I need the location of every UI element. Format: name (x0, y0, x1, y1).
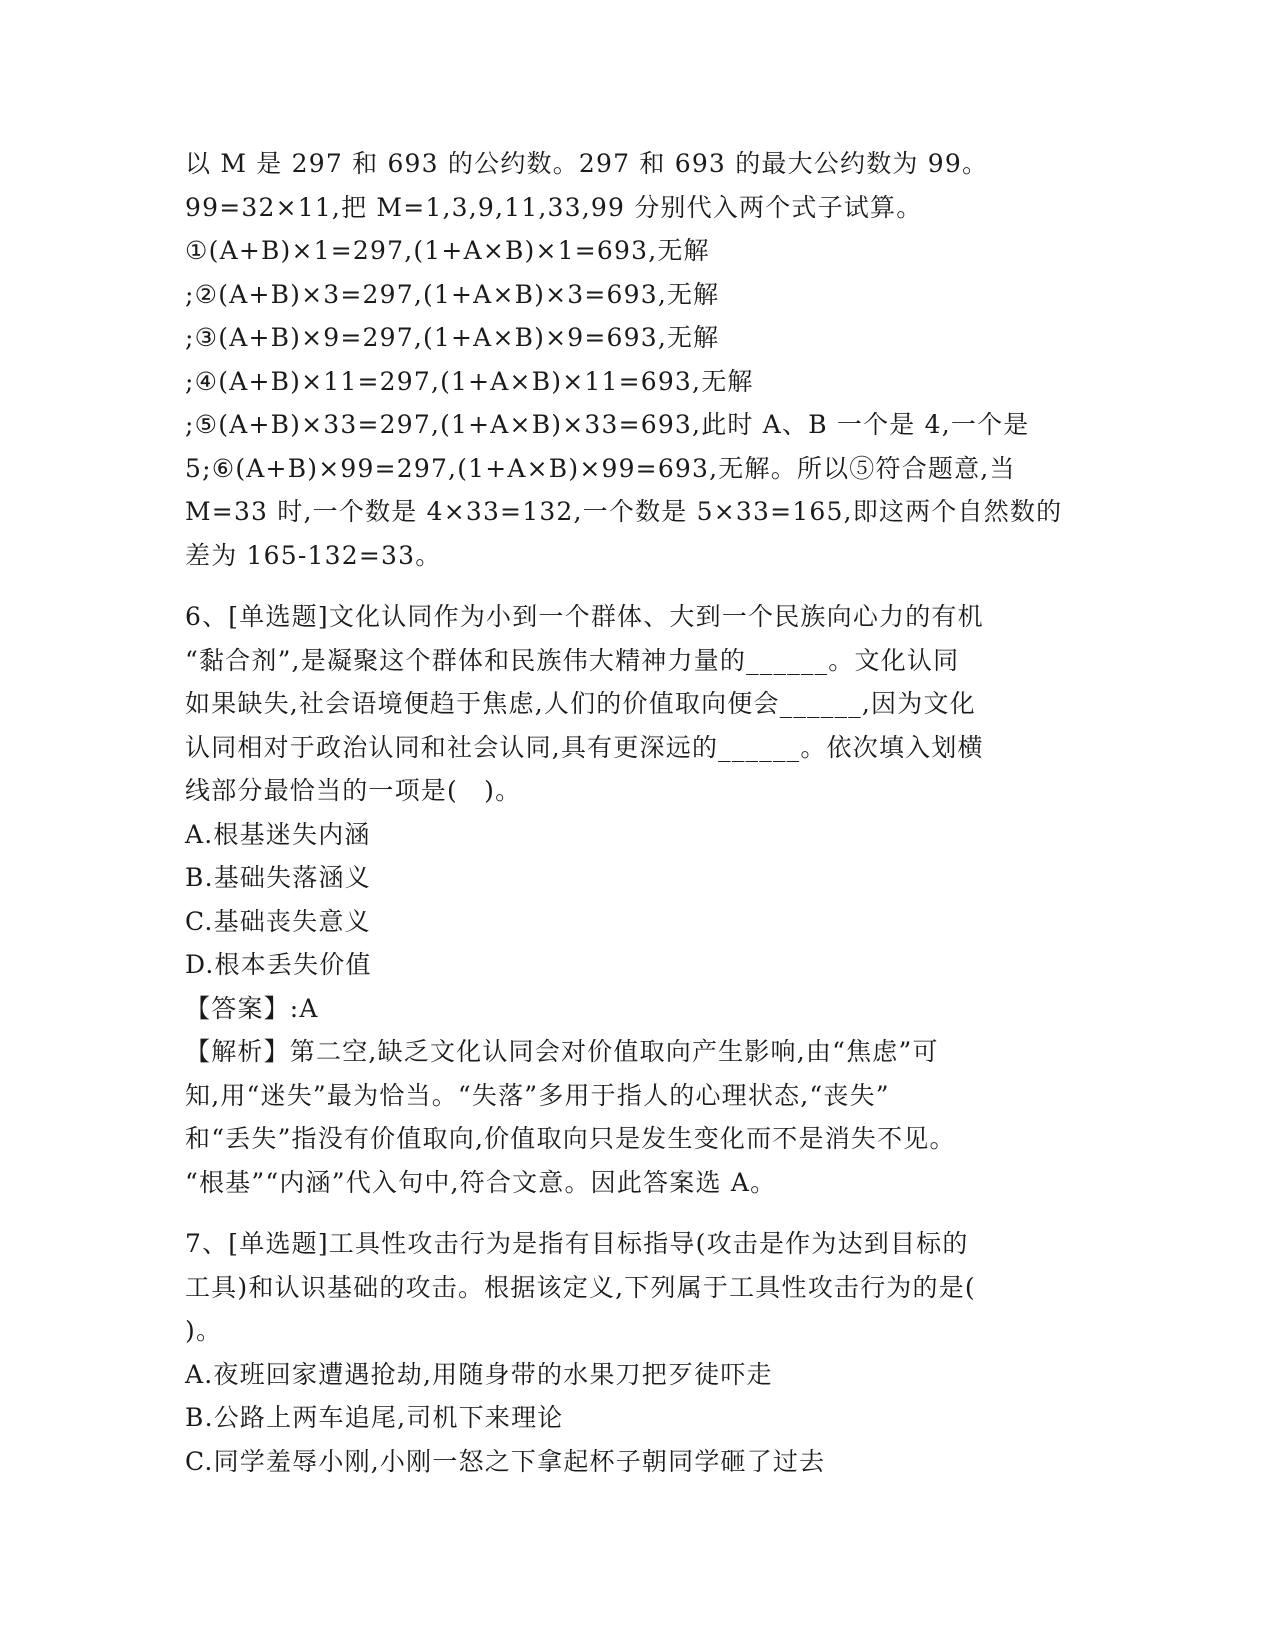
stem-line: 7、[单选题]工具性攻击行为是指有目标指导(攻击是作为达到目标的 (185, 1229, 969, 1258)
option-a: A.夜班回家遭遇抢劫,用随身带的水果刀把歹徒吓走 (185, 1359, 773, 1389)
stem-line: 认同相对于政治认同和社会认同,具有更深远的______。依次填入划横 (185, 732, 984, 762)
question-6 (185, 595, 1085, 1204)
analysis-line: 【解析】第二空,缺乏文化认同会对价值取向产生影响,由“焦虑”可 (185, 1037, 939, 1066)
question-7-stem (185, 1222, 1085, 1353)
stem-line: 6、[单选题]文化认同作为小到一个群体、大到一个民族向心力的有机 (185, 602, 984, 631)
stem-line: 线部分最恰当的一项是( )。 (185, 776, 522, 805)
text-line: ;②(A+B)×3=297,(1+A×B)×3=693,无解 (185, 279, 720, 309)
option-a: A.根基迷失内涵 (185, 819, 371, 849)
stem-line: “黏合剂”,是凝聚这个群体和民族伟大精神力量的______。文化认同 (185, 645, 960, 675)
text-line: ;③(A+B)×9=297,(1+A×B)×9=693,无解 (185, 323, 720, 352)
text-line: 5;⑥(A+B)×99=297,(1+A×B)×99=693,无解。所以⑤符合题意,当 (185, 453, 1016, 483)
analysis-line: “根基”“内涵”代入句中,符合文意。因此答案选 A。 (185, 1167, 777, 1197)
document-content (185, 142, 1085, 1483)
question-6-options (185, 813, 1085, 987)
previous-solution-text (185, 142, 1085, 577)
analysis-line: 知,用“迷失”最为恰当。“失落”多用于指人的心理状态,“丧失” (185, 1080, 890, 1110)
question-6-analysis (185, 1030, 1085, 1204)
option-b: B.公路上两车追尾,司机下来理论 (185, 1403, 564, 1432)
paragraph-gap (185, 577, 1085, 595)
stem-line: 如果缺失,社会语境便趋于焦虑,人们的价值取向便会______,因为文化 (185, 689, 976, 718)
text-line: ;⑤(A+B)×33=297,(1+A×B)×33=693,此时 A、B 一个是 4,一个是 (185, 410, 1030, 439)
option-c: C.同学羞辱小刚,小刚一怒之下拿起杯子朝同学砸了过去 (185, 1446, 826, 1476)
text-line: 差为 165-132=33。 (185, 540, 442, 570)
stem-line: )。 (185, 1316, 223, 1345)
question-6-answer: 【答案】:A (185, 993, 319, 1023)
text-line: M=33 时,一个数是 4×33=132,一个数是 5×33=165,即这两个自然数的 (185, 497, 1063, 526)
option-d: D.根本丢失价值 (185, 950, 372, 979)
question-7 (185, 1222, 1085, 1483)
question-7-options (185, 1353, 1085, 1484)
text-line: ;④(A+B)×11=297,(1+A×B)×11=693,无解 (185, 366, 754, 396)
stem-line: 工具)和认识基础的攻击。根据该定义,下列属于工具性攻击行为的是( (185, 1272, 976, 1302)
option-b: B.基础失落涵义 (185, 863, 371, 892)
paragraph-gap (185, 1204, 1085, 1222)
text-line: 99=32×11,把 M=1,3,9,11,33,99 分别代入两个式子试算。 (185, 192, 923, 222)
option-c: C.基础丧失意义 (185, 906, 371, 936)
text-line: 以 M 是 297 和 693 的公约数。297 和 693 的最大公约数为 99。 (185, 149, 989, 178)
analysis-line: 和“丢失”指没有价值取向,价值取向只是发生变化而不是消失不见。 (185, 1124, 956, 1153)
question-6-stem (185, 595, 1085, 813)
text-line: ①(A+B)×1=297,(1+A×B)×1=693,无解 (185, 236, 710, 265)
